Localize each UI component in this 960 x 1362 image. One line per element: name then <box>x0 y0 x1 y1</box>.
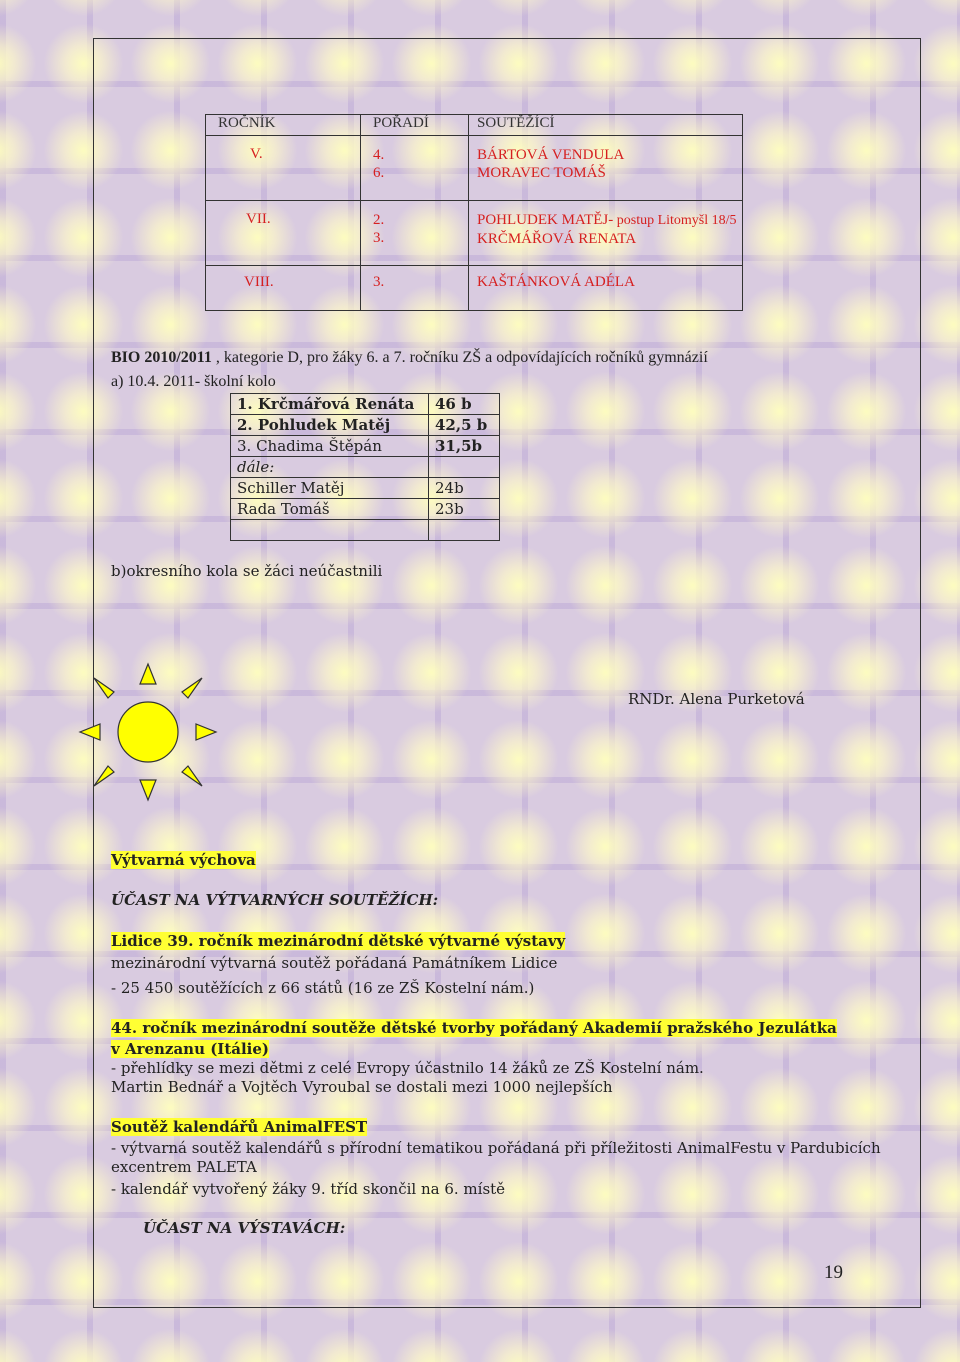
competition-table <box>205 114 743 311</box>
place-cell: 4. <box>373 147 385 163</box>
arenzano-title: 44. ročník mezinárodní soutěže dětské tvorby pořádaný Akademií pražského Jezulátka <box>111 1019 837 1037</box>
competitor-name: KRČMÁŘOVÁ RENATA <box>477 231 637 247</box>
result-score: 31,5b <box>429 436 500 457</box>
grade-cell: V. <box>206 136 361 201</box>
page-number: 19 <box>824 1262 843 1283</box>
lidice-line: mezinárodní výtvarná soutěž pořádaná Památníkem Lidice <box>111 954 558 972</box>
signature: RNDr. Alena Purketová <box>628 690 805 708</box>
place-cell: 3. <box>373 230 385 246</box>
arenzano-title: v Arenzanu (Itálie) <box>111 1040 269 1058</box>
competitor-name: BÁRTOVÁ VENDULA <box>477 147 625 163</box>
place-cell: 6. <box>373 165 385 181</box>
competitor-name: POHLUDEK MATĚJ- <box>477 212 614 228</box>
result-score: 24b <box>429 478 500 499</box>
district-note: b)okresního kola se žáci neúčastnili <box>111 562 383 580</box>
result-name: Rada Tomáš <box>231 499 429 520</box>
calendar-line: - výtvarná soutěž kalendářů s přírodní tematikou pořádaná při příležitosti AnimalFestu v Pardubicích <box>111 1139 881 1157</box>
table-row <box>231 499 500 520</box>
results-table <box>230 393 500 541</box>
result-score <box>429 520 500 541</box>
result-score: 42,5 b <box>429 415 500 436</box>
table-row <box>231 478 500 499</box>
bio-title: BIO 2010/2011 <box>111 349 212 366</box>
bio-intro-text: , kategorie D, pro žáky 6. a 7. ročníku ZŠ a odpovídajících ročníků gymnázií <box>211 349 708 366</box>
place-cell: 2. <box>373 212 385 228</box>
place-cell: 3. <box>361 266 469 311</box>
calendar-line: - kalendář vytvořený žáky 9. tříd skončil na 6. místě <box>111 1180 506 1198</box>
art-heading: Výtvarná výchova <box>111 851 256 869</box>
table-row <box>231 415 500 436</box>
result-score: 23b <box>429 499 500 520</box>
result-score: 46 b <box>429 394 500 415</box>
grade-cell: VII. <box>206 201 361 266</box>
result-name: 2. Pohludek Matěj <box>231 415 429 436</box>
lidice-title: Lidice 39. ročník mezinárodní dětské výtvarné výstavy <box>111 932 566 950</box>
table-row <box>206 266 743 311</box>
bio-intro <box>111 349 708 367</box>
sun-icon <box>78 662 218 802</box>
header-grade: ROČNÍK <box>206 115 361 136</box>
table-row <box>231 520 500 541</box>
result-name: 3. Chadima Štěpán <box>231 436 429 457</box>
result-name <box>231 520 429 541</box>
competitor-name: KAŠTÁNKOVÁ ADÉLA <box>469 266 743 311</box>
competitor-name: MORAVEC TOMÁŠ <box>477 165 606 181</box>
table-row <box>231 394 500 415</box>
header-place: POŘADÍ <box>361 115 469 136</box>
exhibitions-heading: ÚČAST NA VÝSTAVÁCH: <box>143 1219 346 1237</box>
table-row <box>231 457 500 478</box>
table-row <box>231 436 500 457</box>
advance-note: postup Litomyšl 18/5 <box>613 213 737 228</box>
result-score <box>429 457 500 478</box>
art-subheading: ÚČAST NA VÝTVARNÝCH SOUTĚŽÍCH: <box>111 891 439 909</box>
header-competitor: SOUTĚŽÍCÍ <box>469 115 743 136</box>
calendar-line: excentrem PALETA <box>111 1158 257 1176</box>
result-name: Schiller Matěj <box>231 478 429 499</box>
result-name: 1. Krčmářová Renáta <box>231 394 429 415</box>
arenzano-line: Martin Bednář a Vojtěch Vyroubal se dostali mezi 1000 nejlepších <box>111 1078 613 1096</box>
lidice-line: - 25 450 soutěžících z 66 států (16 ze ZŠ Kostelní nám.) <box>111 979 535 997</box>
table-row <box>206 136 743 201</box>
result-name: dále: <box>231 457 429 478</box>
arenzano-line: - přehlídky se mezi dětmi z celé Evropy účastnilo 14 žáků ze ZŠ Kostelní nám. <box>111 1059 704 1077</box>
school-round-line: a) 10.4. 2011- školní kolo <box>111 373 276 390</box>
table-row <box>206 201 743 266</box>
grade-cell: VIII. <box>206 266 361 311</box>
calendar-title: Soutěž kalendářů AnimalFEST <box>111 1118 368 1136</box>
